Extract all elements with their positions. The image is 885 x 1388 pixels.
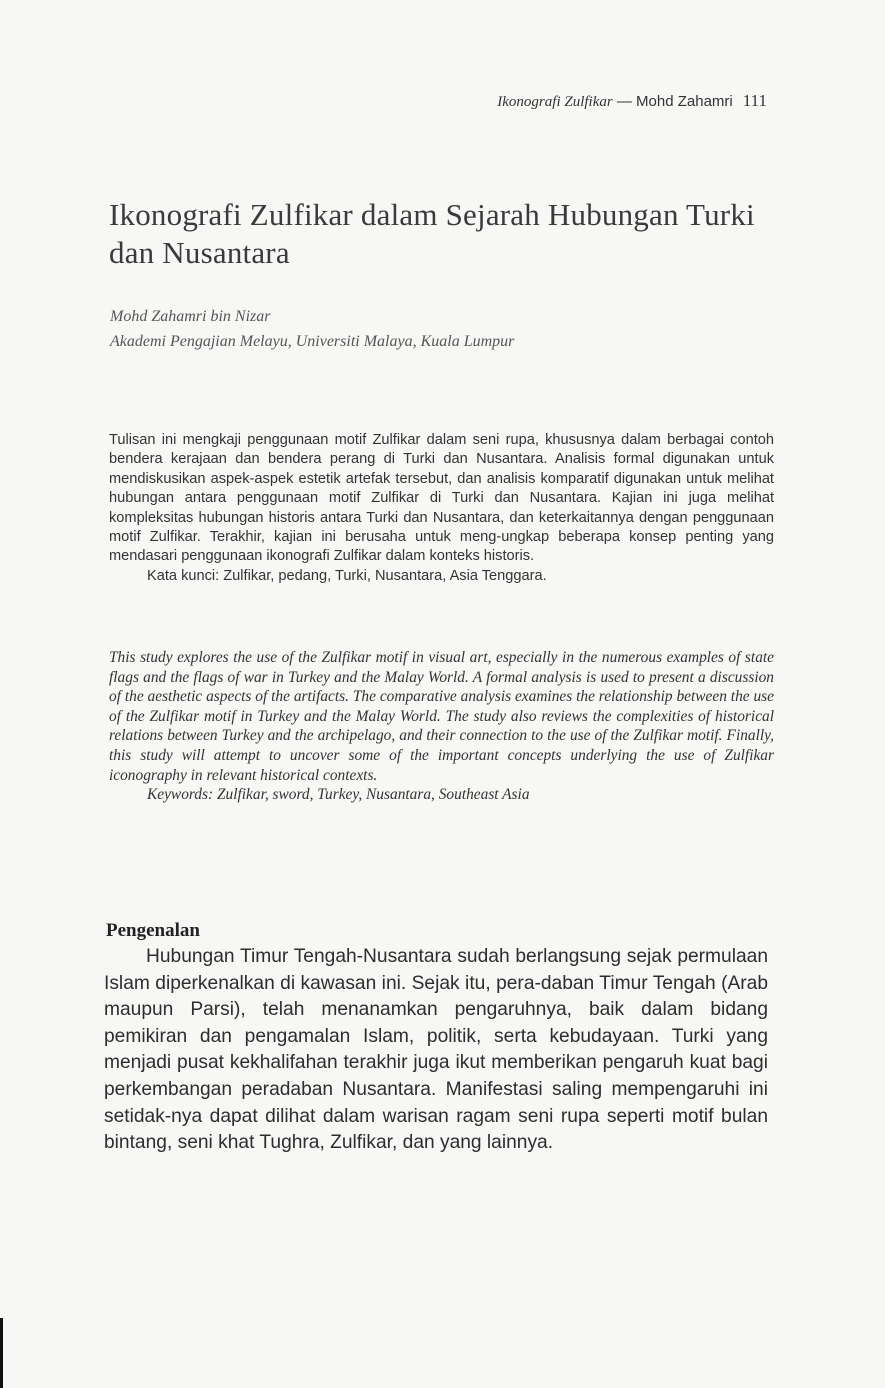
abstract-indonesian: [109, 431, 774, 586]
abstract-english: [109, 648, 774, 805]
running-head-author: Mohd Zahamri: [636, 93, 733, 110]
abstract-english-text: This study explores the use of the Zulfikar motif in visual art, especially in the numerous examples of state flags and the flags of war in Turkey and the Malay World. A formal analysis is used to present a discussion of the aesthetic aspects of the artifacts. The comparative analysis examines the relationship between the use of the Zulfikar motif in Turkey and the Malay World. The study also reviews the complexities of historical relations between Turkey and the archipelago, and their connection to the use of the Zulfikar motif. Finally, this study will attempt to uncover some of the important concepts underlying the use of Zulfikar iconography in relevant historical contexts.: [109, 649, 774, 784]
author-name: Mohd Zahamri bin Nizar: [110, 308, 271, 325]
section-body-paragraph: Hubungan Timur Tengah-Nusantara sudah berlangsung sejak permulaan Islam diperkenalkan di kawasan ini. Sejak itu, pera-daban Timur Tengah (Arab maupun Parsi), telah menanamkan pengaruhnya, baik dalam bidang pemikiran dan pengamalan Islam, politik, serta kebudayaan. Turki yang menjadi pusat kekhalifahan terakhir juga ikut memberikan pengaruh kuat bagi perkembangan peradaban Nusantara. Manifestasi saling mempengaruhi ini setidak-nya dapat dilihat dalam warisan ragam seni rupa seperti motif bulan bintang, seni khat Tughra, Zulfikar, dan yang lainnya.: [104, 946, 768, 1154]
running-head: [497, 91, 767, 111]
scan-edge-mark: [0, 1318, 3, 1388]
keywords-indonesian: Kata kunci: Zulfikar, pedang, Turki, Nusantara, Asia Tenggara.: [147, 567, 547, 584]
page-number: 111: [742, 91, 767, 110]
running-head-separator: —: [612, 93, 637, 110]
keywords-english: Keywords: Zulfikar, sword, Turkey, Nusantara, Southeast Asia: [147, 786, 530, 804]
section-heading: Pengenalan: [106, 920, 200, 941]
author-block: [110, 304, 770, 354]
abstract-indonesian-text: Tulisan ini mengkaji penggunaan motif Zulfikar dalam seni rupa, khususnya dalam berbagai contoh bendera kerajaan dan bendera perang di Turki dan Nusantara. Analisis formal digunakan untuk mendiskusikan aspek-aspek estetik artefak tersebut, dan analisis komparatif digunakan untuk melihat hubungan antara penggunaan motif Zulfikar di Turki dan Nusantara. Kajian ini juga melihat kompleksitas hubungan historis antara Turki dan Nusantara, dan keterkaitannya dengan penggunaan motif Zulfikar. Terakhir, kajian ini berusaha untuk meng-ungkap beberapa konsep penting yang mendasari penggunaan ikonografi Zulfikar dalam konteks historis.: [109, 432, 774, 565]
author-affiliation: Akademi Pengajian Melayu, Universiti Malaya, Kuala Lumpur: [110, 333, 515, 350]
running-head-title: Ikonografi Zulfikar: [497, 94, 613, 110]
article-title: Ikonografi Zulfikar dalam Sejarah Hubungan Turki dan Nusantara: [109, 197, 755, 270]
